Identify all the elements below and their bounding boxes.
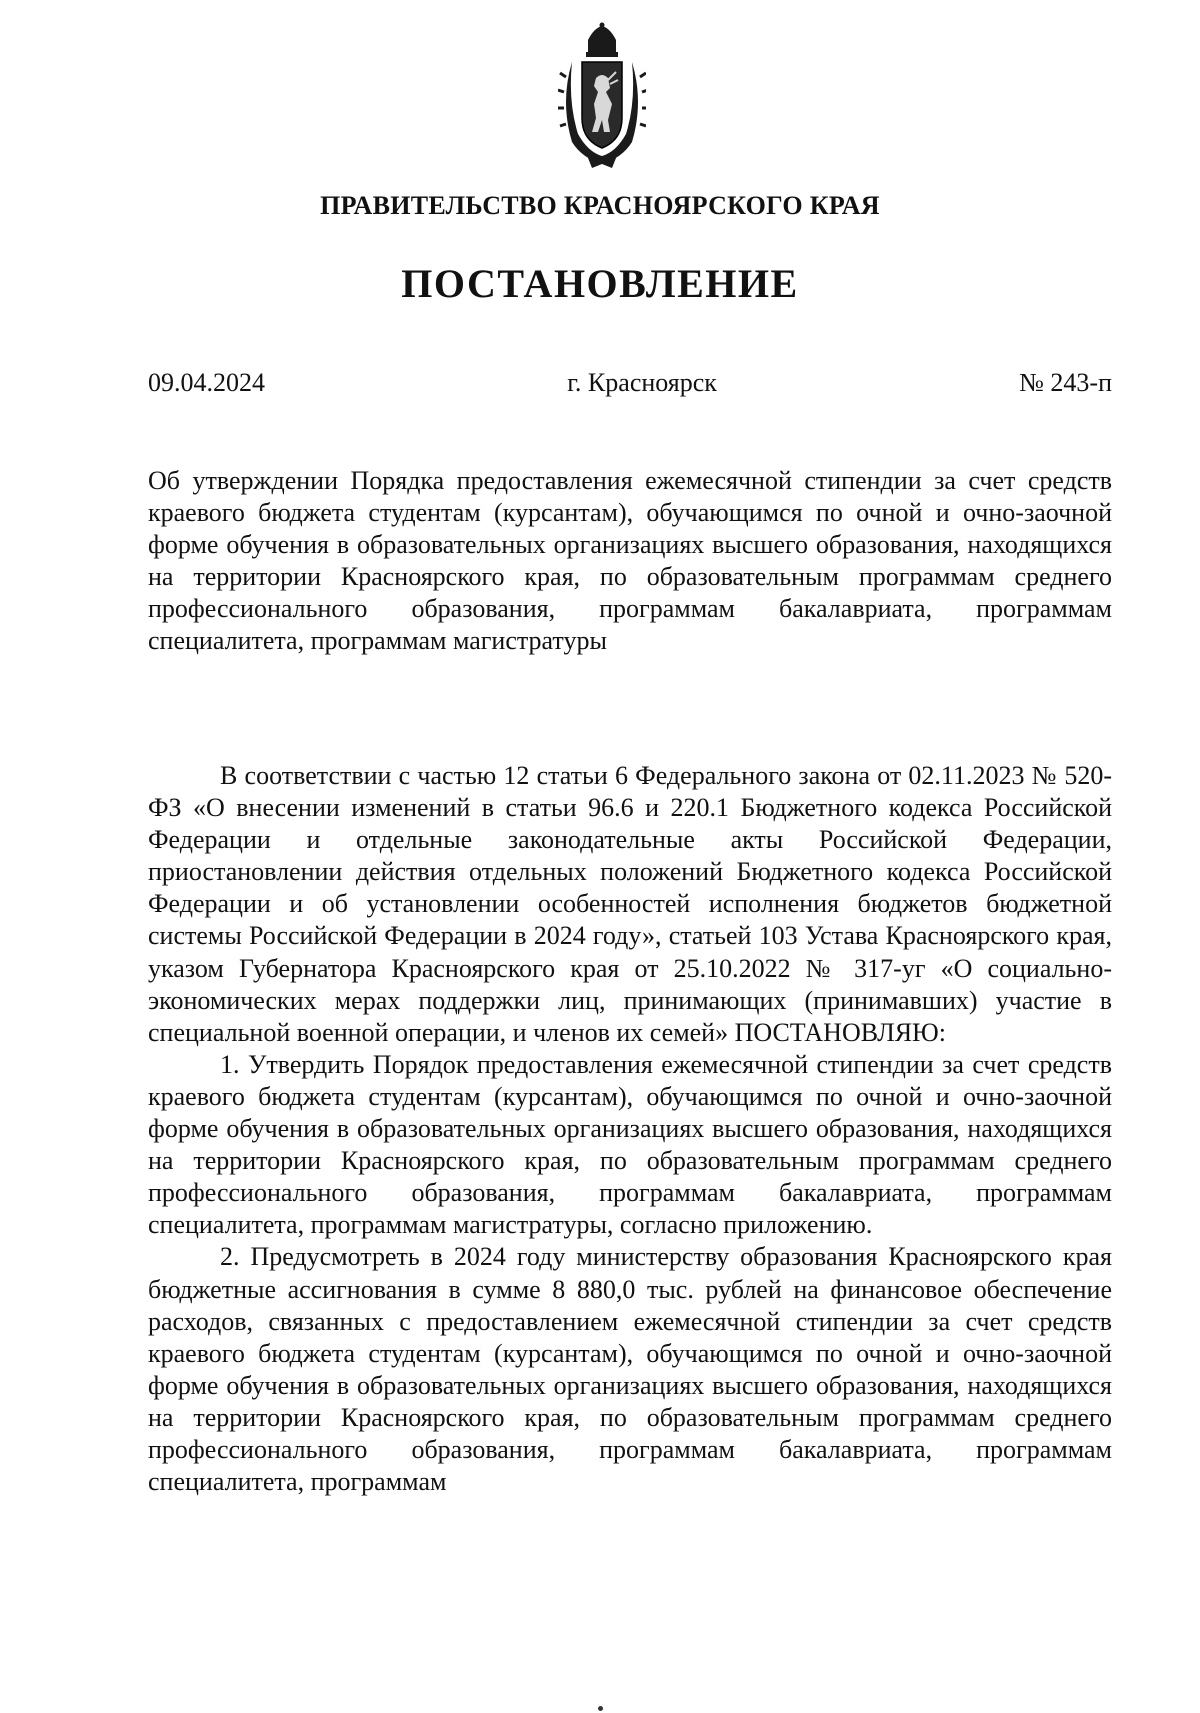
document-city: г. Красноярск	[567, 368, 717, 397]
krasnoyarsk-coat-of-arms-icon	[558, 22, 646, 170]
document-meta	[148, 368, 1112, 402]
document-number: № 243-п	[1019, 368, 1112, 397]
document-date: 09.04.2024	[148, 368, 265, 397]
government-title: ПРАВИТЕЛЬСТВО КРАСНОЯРСКОГО КРАЯ	[320, 191, 880, 220]
document-body	[148, 760, 1112, 1498]
item-1-paragraph: 1. Утвердить Порядок предоставления ежемесячной стипендии за счет средств краевого бюджета студентам (курсантам), обучающимся по очной и очно-заочной форме обучения в образовательных организациях высшего образования, находящихся на территории Красноярского края, по образовательным программам среднего профессионального образования, программам бакалавриата, программам специалитета, программам магистратуры, согласно приложению.	[148, 1049, 1112, 1240]
page-mark	[598, 1706, 603, 1711]
document-type-title: ПОСТАНОВЛЕНИЕ	[401, 261, 799, 306]
document-subject: Об утверждении Порядка предоставления ежемесячной стипендии за счет средств краевого бюджета студентам (курсантам), обучающимся по очной и очно-заочной форме обучения в образовательных организациях высшего образования, находящихся на территории Красноярского края, по образовательным программам среднего профессионального образования, программам бакалавриата, программам специалитета, программам магистратуры	[148, 466, 1112, 656]
item-2-paragraph: 2. Предусмотреть в 2024 году министерству образования Красноярского края бюджетные ассигнования в сумме 8 880,0 тыс. рублей на финансовое обеспечение расходов, связанных с предоставлением ежемесячной стипендии за счет средств краевого бюджета студентам (курсантам), обучающимся по очной и очно-заочной форме обучения в образовательных организациях высшего образования, находящихся на территории Красноярского края, по образовательным программам среднего профессионального образования, программам бакалавриата, программам специалитета, программам	[148, 1242, 1112, 1497]
preamble-paragraph: В соответствии с частью 12 статьи 6 Федерального закона от 02.11.2023 № 520-ФЗ «О внесении изменений в статьи 96.6 и 220.1 Бюджетного кодекса Российской Федерации и отдельные законодательные акты Российской Федерации, приостановлении действия отдельных положений Бюджетного кодекса Российской Федерации и об установлении особенностей исполнения бюджетов бюджетной системы Российской Федерации в 2024 году», статьей 103 Устава Красноярского края, указом Губернатора Красноярского края от 25.10.2022 № 317-уг «О социально-экономических мерах поддержки лиц, принимающих (принимавших) участие в специальной военной операции, и членов их семей» ПОСТАНОВЛЯЮ:	[148, 761, 1112, 1047]
